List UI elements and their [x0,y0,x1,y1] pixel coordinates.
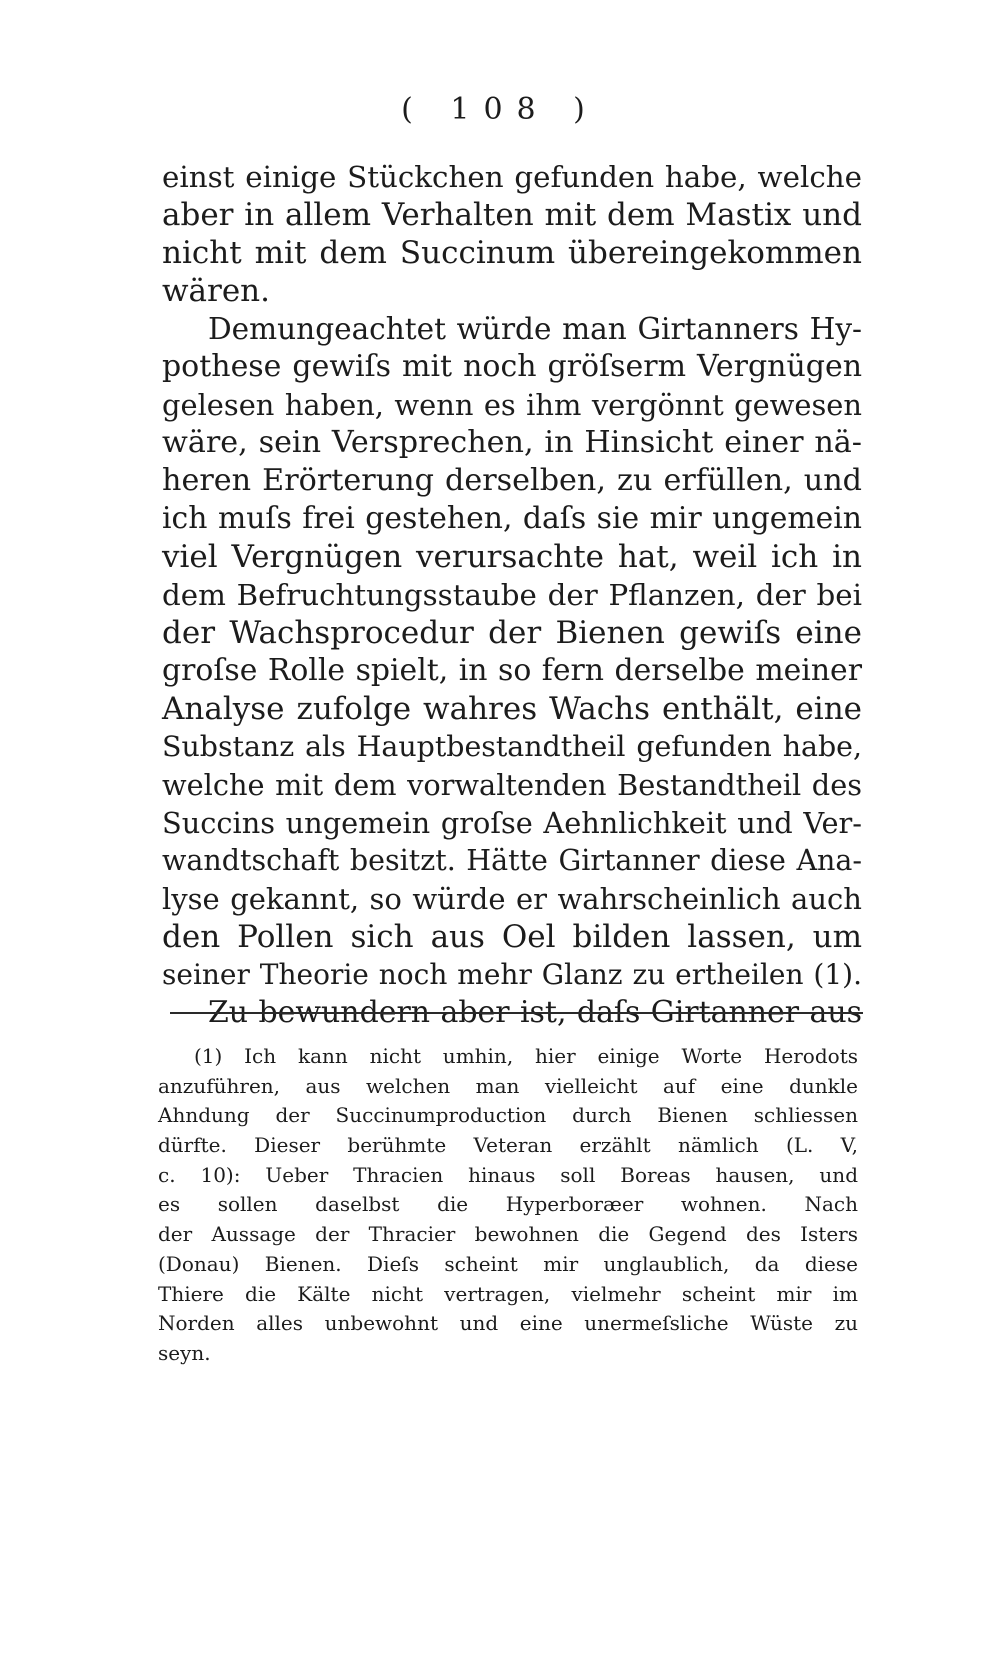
text-line: pothese gewiſs mit noch gröſserm Vergnügen [162,349,862,384]
text-line: seiner Theorie noch mehr Glanz zu ertheilen (1). [162,958,862,991]
text-line: heren Erörterung derselben, zu erfüllen, und [162,463,862,498]
text-line: welche mit dem vorwaltenden Bestandtheil des [162,768,862,802]
text-line: aber in allem Verhalten mit dem Mastix und [162,197,862,233]
footnote-line: Norden alles unbewohnt und eine unermeſsliche Wüste zu [158,1311,858,1336]
text-line: gelesen haben, wenn es ihm vergönnt gewesen [162,388,862,422]
text-line: dem Befruchtungsstaube der Pflanzen, der bei [162,578,862,612]
text-line: den Pollen sich aus Oel bilden lassen, um [162,919,862,955]
text-line: der Wachsprocedur der Bienen gewiſs eine [162,615,862,651]
paragraph-start-line: Demungeachtet würde man Girtanners Hy- [208,312,862,346]
text-line: nicht mit dem Succinum übereingekommen [162,235,862,271]
footnote-line: seyn. [158,1340,211,1365]
page-number: ( 108 ) [401,92,599,127]
footnote-line: Ahndung der Succinumproduction durch Bienen schliessen [158,1103,858,1128]
footnote-separator [170,1012,863,1014]
text-line: Succins ungemein groſse Aehnlichkeit und Ver- [162,806,862,840]
text-line: wären. [162,273,271,309]
footnote-line: der Aussage der Thracier bewohnen die Gegend des Isters [158,1222,858,1247]
text-line: groſse Rolle spielt, in so fern derselbe meiner [162,653,862,688]
text-line: lyse gekannt, so würde er wahrscheinlich auch [162,882,862,916]
text-line: Analyse zufolge wahres Wachs enthält, eine [162,691,862,727]
footnote-line: Thiere die Kälte nicht vertragen, vielmehr scheint mir im [158,1281,858,1306]
paragraph-start-line: Zu bewundern aber ist, daſs Girtanner aus [208,995,862,1030]
footnote-line: anzuführen, aus welchen man vielleicht auf eine dunkle [158,1073,858,1098]
footnote-line: dürfte. Dieser berühmte Veteran erzählt nämlich (L. V, [158,1133,858,1158]
text-line: Substanz als Hauptbestandtheil gefunden habe, [162,730,862,763]
main-text-block [162,158,862,1032]
footnote-line: (1) Ich kann nicht umhin, hier einige Worte Herodots [194,1044,858,1068]
text-line: ich muſs frei gestehen, daſs sie mir ungemein [162,501,862,536]
footnote-line: (Donau) Bienen. Dieſs scheint mir unglaublich, da diese [158,1251,858,1276]
text-line: einst einige Stückchen gefunden habe, welche [162,160,862,194]
footnote-line: c. 10): Ueber Thracien hinaus soll Boreas hausen, und [158,1162,858,1187]
text-line: wäre, sein Versprechen, in Hinsicht einer nä- [162,425,862,460]
footnote-line: es sollen daselbst die Hyperboræer wohnen. Nach [158,1192,858,1217]
text-line: wandtschaft besitzt. Hätte Girtanner diese Ana- [162,844,862,877]
text-line: viel Vergnügen verursachte hat, weil ich in [162,539,862,575]
footnote-block [158,1042,858,1369]
